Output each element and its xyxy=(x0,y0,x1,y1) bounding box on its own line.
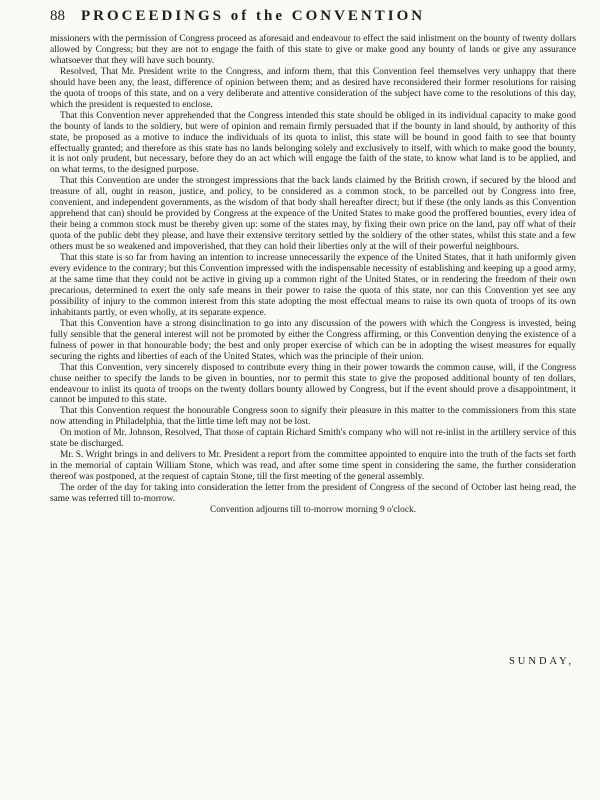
page-number: 88 xyxy=(50,8,65,24)
page-title: PROCEEDINGS of the CONVENTION xyxy=(81,8,426,24)
paragraph-johnson-motion: On motion of Mr. Johnson, Resolved, That those of captain Richard Smith's company who will not re-inlist in the artillery service of this state be discharged. xyxy=(50,428,576,450)
paragraph-wright-report: Mr. S. Wright brings in and delivers to Mr. President a report from the committee appointed to enquire into the truth of the facts set forth in the memorial of captain William Stone, which was read, and after some time spent in considering the same, the further consideration thereof was postponed, at the request of captain Stone, till the first meeting of the general assembly. xyxy=(50,450,576,483)
paragraph-adjourns: Convention adjourns till to-morrow morning 9 o'clock. xyxy=(209,504,417,515)
paragraph-request: That this Convention request the honourable Congress soon to signify their pleasure in this matter to the commissioners from this state now attending in Philadelphia, that the little time left may not be lost. xyxy=(50,406,576,428)
paragraph-order-of-day: The order of the day for taking into consideration the letter from the president of Congress of the second of October last being read, the same was referred till to-morrow. xyxy=(50,483,576,505)
paragraph-continued: missioners with the permission of Congress proceed as aforesaid and endeavour to effect the said inlistment on the bounty of twenty dollars allowed by Congress; but they are not to engage the faith of this state to give or make good any bounty of lands or give any assurance whatsoever that they will have such bounty. xyxy=(50,34,576,66)
paragraph-expence: That this state is so far from having an intention to increase unnecessarily the expence of the United States, that it hath uniformly given every evidence to the contrary; but this Convention impressed with the indispensable necessity of establishing and keeping up a good army, at the same time that they could not be active in giving up a common right of the United States, or in rendering the freedom of their own precarious, determined to exert the only safe means in their power to raise the quota of this state, nor can this Convention yet see any possibility of injury to the common interest from this state adopting the most effectual means to raise its own quota of troops of its own inhabitants partly, or even wholly, at its separate expence. xyxy=(50,253,576,318)
catchword: SUNDAY, xyxy=(508,656,574,667)
paragraph-bounty-lands: That this Convention never apprehended that the Congress intended this state should be obliged in its individual capacity to make good the bounty of lands to the soldiery, but were of opinion and remain firmly persuaded that if the bounty in land should, by authority of this state, be proposed as a motive to induce the individuals of its quota to inlist, this state will be bound in good faith to see that bounty effectually granted; and therefore as this state has no lands belonging solely and exclusively to itself, with which to make good the bounty, it is not only prudent, but necessary, before they do an act which will engage the faith of the state, to know what land is to be applied, and on what terms, to the designed purpose. xyxy=(50,110,576,176)
body-text xyxy=(50,34,576,516)
paragraph-back-lands: That this Convention are under the strongest impressions that the back lands claimed by the British crown, if secured by the blood and treasure of all, ought in reason, justice, and policy, to be considered as a common stock, to be parcelled out by Congress into free, convenient, and independent governments, as the wisdom of that body shall hereafter direct; but if these (the only lands as this Convention apprehend that can) should be provided by Congress at the expence of the United States to make good the proffered bounties, every idea of their being a common stock must be thereby given up: some of the states may, by fixing their own price on the land, pay off what of their quota of the public debt they please, and have their extensive territory settled by the soldiery of the other states, whilst this state and a few others must be so weakened and impoverished, that they can hold their liberties only at the will of their powerful neighbours. xyxy=(50,176,576,253)
running-header xyxy=(50,8,576,30)
paragraph-common-cause: That this Convention, very sincerely disposed to contribute every thing in their power towards the common cause, will, if the Congress chuse neither to specify the lands to be given in bounties, nor to permit this state to give the proposed additional bounty of ten dollars, endeavour to inlist its quota of troops on the twenty dollars bounty allowed by Congress, but if the event should prove a disappointment, it cannot be imputed to this state. xyxy=(50,362,576,406)
paragraph-resolution-letter: Resolved, That Mr. President write to the Congress, and inform them, that this Convention feel themselves very unhappy that there should have been any, the least, difference of opinion between them; and as desired have reconsidered their former resolutions for raising the quota of troops of this state, and on a very deliberate and attentive consideration of the subject have come to the resolutions of this day, which the president is requested to enclose. xyxy=(50,66,576,110)
paragraph-powers: That this Convention have a strong disinclination to go into any discussion of the powers with which the Congress is invested, being fully sensible that the general interest will not be promoted by either the Congress affirming, or this Convention denying the existence of a fulness of power in that honourable body; the best and only proper exercise of which can be in adopting the wisest measures for equally securing the rights and liberties of each of the United States, which was the principle of their union. xyxy=(50,318,576,362)
